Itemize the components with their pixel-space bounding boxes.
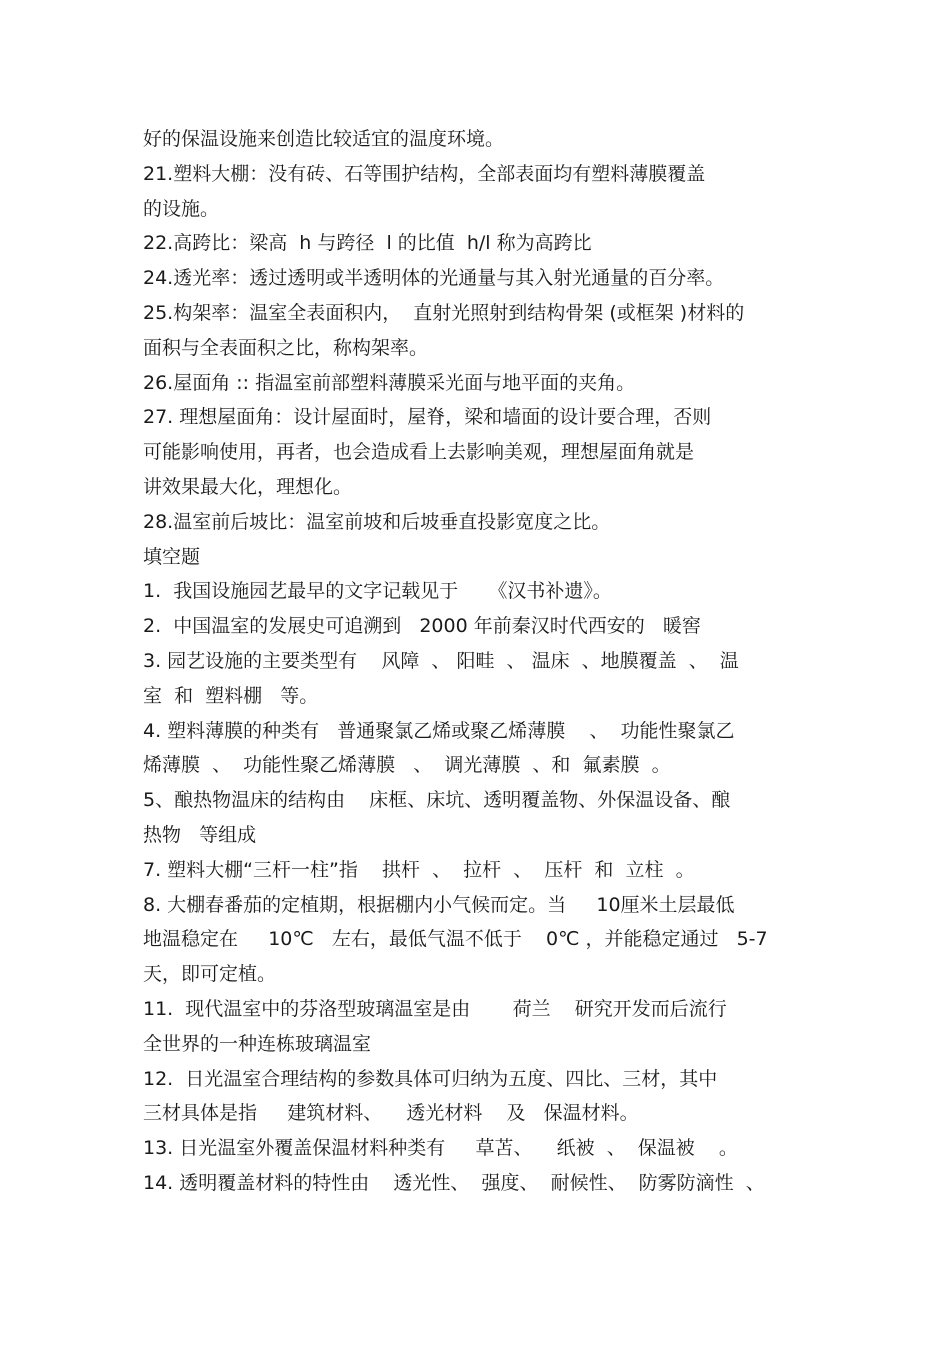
text-line: 22.高跨比：梁高 h 与跨径 l 的比值 h/l 称为高跨比 [143, 232, 592, 255]
text-line: 21.塑料大棚：没有砖、石等围护结构，全部表面均有塑料薄膜覆盖 [143, 162, 706, 185]
text-line: 地温稳定在 10℃ 左右，最低气温不低于 0℃ ，并能稳定通过 5-7 [143, 928, 768, 951]
text-line: 13. 日光温室外覆盖保温材料种类有 草苫、 纸被 、 保温被 。 [143, 1137, 738, 1160]
text-line: 好的保温设施来创造比较适宜的温度环境。 [143, 128, 505, 150]
text-line: 全世界的一种连栋玻璃温室 [143, 1032, 372, 1055]
section-heading: 填空题 [143, 545, 201, 568]
text-line: 烯薄膜 、 功能性聚乙烯薄膜 、 调光薄膜 、和 氟素膜 。 [143, 754, 671, 777]
text-line: 3. 园艺设施的主要类型有 风障 、 阳畦 、 温床 、地膜覆盖 、 温 [143, 649, 739, 672]
text-line: 可能影响使用，再者，也会造成看上去影响美观，理想屋面角就是 [143, 441, 695, 464]
text-line: 26.屋面角 :: 指温室前部塑料薄膜采光面与地平面的夹角。 [143, 371, 636, 394]
text-line: 室 和 塑料棚 等。 [143, 684, 319, 707]
text-line: 8. 大棚春番茄的定植期，根据棚内小气候而定。当 10厘米土层最低 [143, 893, 735, 916]
text-line: 的设施。 [143, 197, 220, 220]
text-line: 24.透光率：透过透明或半透明体的光通量与其入射光通量的百分率。 [143, 267, 725, 290]
text-line: 1. 我国设施园艺最早的文字记载见于 《汉书补遗》。 [143, 580, 612, 603]
text-line: 5、酿热物温床的结构由 床框、床坑、透明覆盖物、外保温设备、酿 [143, 789, 731, 812]
text-line: 热物 等组成 [143, 823, 257, 846]
text-line: 面积与全表面积之比，称构架率。 [143, 336, 429, 359]
text-line: 三材具体是指 建筑材料、 透光材料 及 保温材料。 [143, 1102, 639, 1125]
text-line: 11. 现代温室中的芬洛型玻璃温室是由 荷兰 研究开发而后流行 [143, 997, 727, 1020]
text-line: 2. 中国温室的发展史可追溯到 2000 年前秦汉时代西安的 暖窖 [143, 615, 701, 638]
text-line: 12. 日光温室合理结构的参数具体可归纳为五度、四比、三材，其中 [143, 1067, 718, 1090]
text-line: 7. 塑料大棚“三杆一柱”指 拱杆 、 拉杆 、 压杆 和 立柱 。 [143, 858, 695, 881]
text-line: 14. 透明覆盖材料的特性由 透光性、 强度、 耐候性、 防雾防滴性 、 [143, 1171, 765, 1194]
text-line: 25.构架率：温室全表面积内， 直射光照射到结构骨架 (或框架 )材料的 [143, 301, 745, 324]
text-line: 27. 理想屋面角：设计屋面时，屋脊，梁和墙面的设计要合理，否则 [143, 406, 712, 429]
document-text [143, 122, 823, 1201]
text-line: 讲效果最大化，理想化。 [143, 475, 353, 498]
text-line: 28.温室前后坡比：温室前坡和后坡垂直投影宽度之比。 [143, 510, 611, 533]
text-line: 4. 塑料薄膜的种类有 普通聚氯乙烯或聚乙烯薄膜 、 功能性聚氯乙 [143, 719, 735, 742]
text-line: 天，即可定植。 [143, 963, 277, 986]
